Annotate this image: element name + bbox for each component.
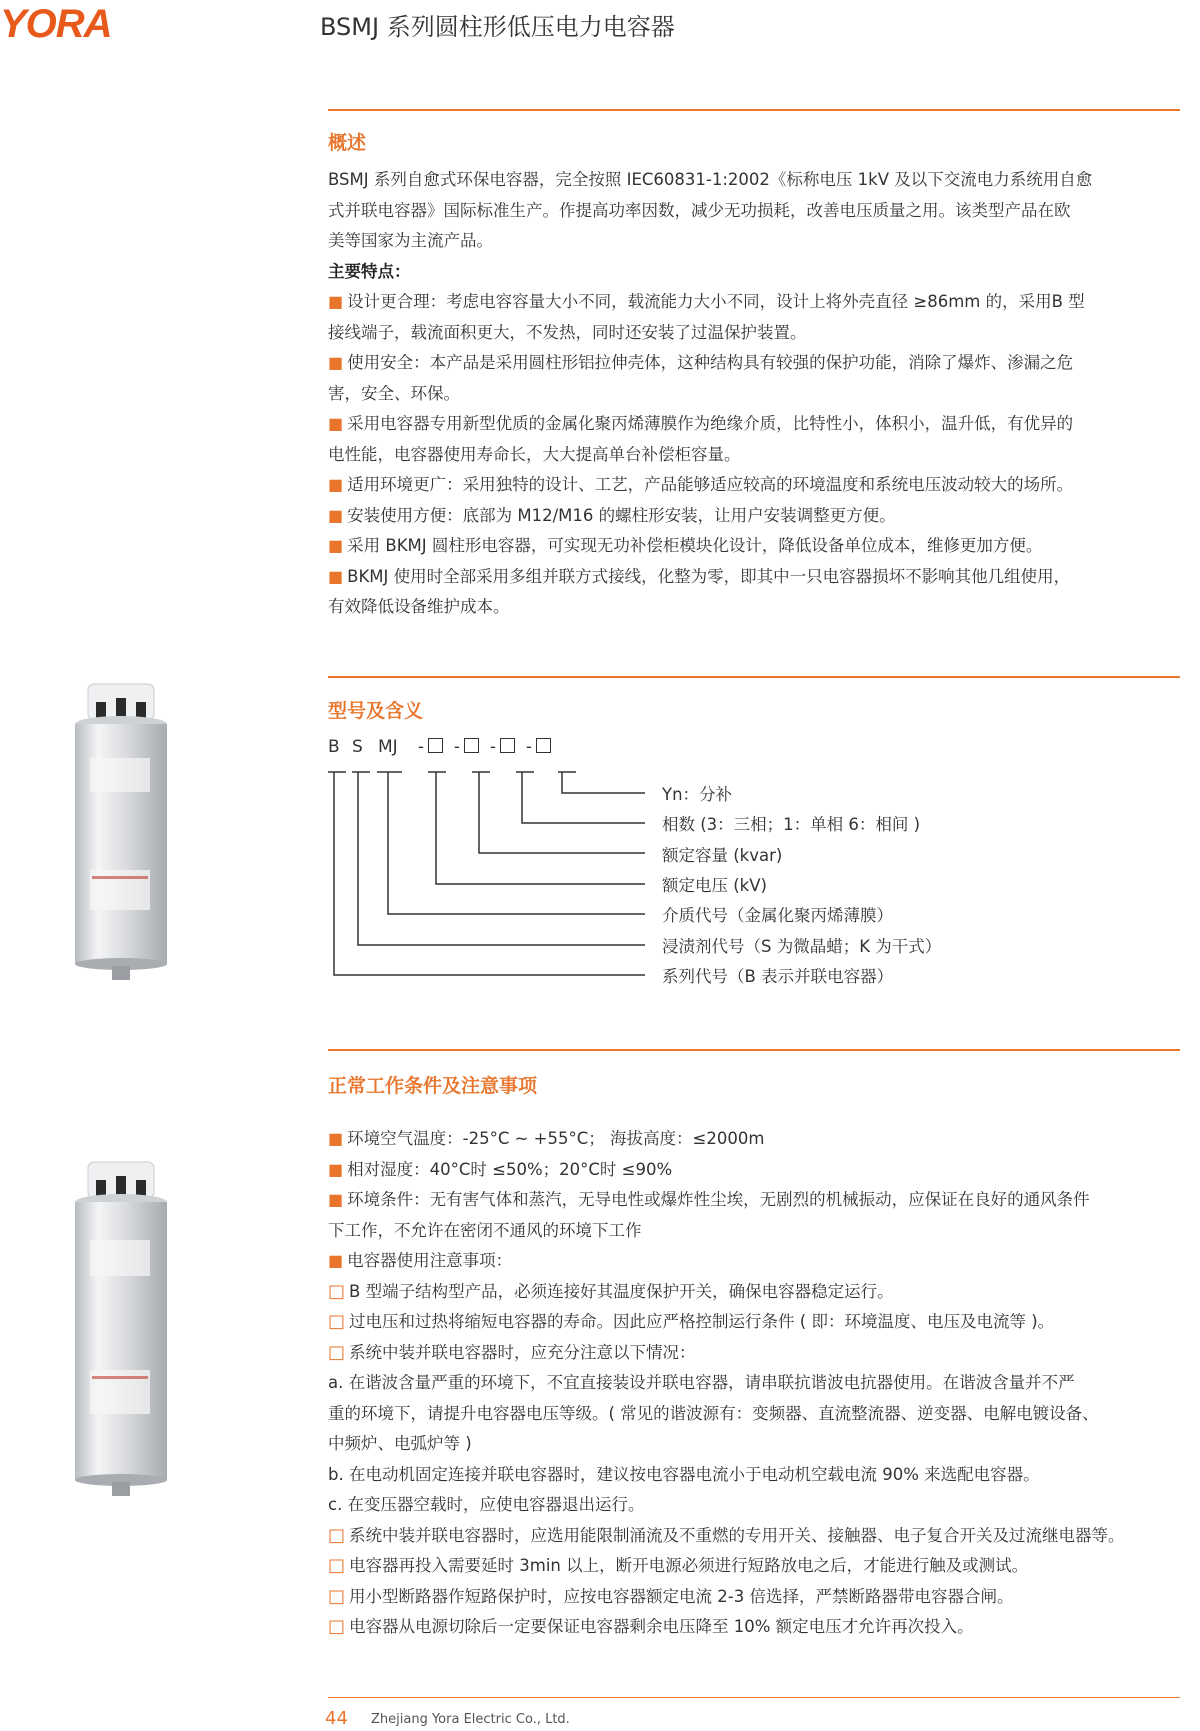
- intro-line: 美等国家为主流产品。: [328, 231, 493, 250]
- section-divider: [328, 109, 1180, 111]
- conditions-body: [328, 1124, 1178, 1643]
- condition-line: [328, 1185, 1178, 1216]
- condition-line: [328, 1521, 1178, 1552]
- brand-logo: YORA: [0, 2, 112, 46]
- checkbox-bullet-icon: □: [328, 1555, 346, 1576]
- square-bullet-icon: ■: [328, 1190, 344, 1209]
- checkbox-bullet-icon: □: [328, 1524, 346, 1546]
- page-number: 44: [325, 1708, 348, 1729]
- condition-line: [328, 1307, 1178, 1338]
- legend-voltage: 额定电压 (kV): [662, 876, 767, 895]
- feature-text: BKMJ 使用时全部采用多组并联方式接线，化整为零，即其中一只电容器损坏不影响其他几组使用，: [347, 566, 1071, 586]
- feature-text: 使用安全：本产品是采用圆柱形铝拉伸壳体，这种结构具有较强的保护功能，消除了爆炸、渗漏之危: [347, 353, 1074, 372]
- square-bullet-icon: ■: [328, 353, 344, 372]
- legend-series: 系列代号（B 表示并联电容器）: [662, 967, 894, 986]
- feature-text: 采用电容器专用新型优质的金属化聚丙烯薄膜作为绝缘介质，比特性小，体积小，温升低，有优异的: [347, 414, 1074, 433]
- condition-line: [328, 1612, 1178, 1643]
- code-letter: S: [352, 737, 363, 757]
- section-divider: [328, 1049, 1180, 1051]
- code-dash: -: [417, 737, 425, 757]
- condition-line: [328, 1490, 1178, 1521]
- feature-text: 设计更合理：考虑电容容量大小不同，载流能力大小不同，设计上将外壳直径 ≥86mm 的，采用B 型: [347, 292, 1085, 311]
- square-bullet-icon: ■: [328, 475, 344, 494]
- condition-text: 中频炉、电弧炉等 ): [328, 1434, 472, 1453]
- square-bullet-icon: ■: [328, 536, 344, 555]
- features-heading: 主要特点：: [328, 261, 411, 281]
- condition-line: [328, 1582, 1178, 1613]
- square-bullet-icon: ■: [328, 566, 344, 586]
- intro-line: 式并联电容器》国际标准生产。作提高功率因数，减少无功损耗，改善电压质量之用。该类型产品在欧: [328, 200, 1071, 220]
- condition-text: 环境条件：无有害气体和蒸汽，无导电性或爆炸性尘埃，无剧烈的机械振动，应保证在良好的通风条件: [347, 1190, 1090, 1209]
- checkbox-bullet-icon: □: [328, 1311, 346, 1332]
- checkbox-bullet-icon: □: [328, 1616, 346, 1637]
- placeholder-box-icon: [500, 738, 515, 753]
- legend-phase: 相数 (3：三相；1：单相 6：相间 ): [662, 815, 921, 834]
- feature-text: 有效降低设备维护成本。: [328, 597, 510, 616]
- condition-text: 电容器使用注意事项：: [347, 1251, 513, 1270]
- model-heading: 型号及含义: [328, 700, 424, 722]
- condition-text: 电容器从电源切除后一定要保证电容器剩余电压降至 10% 额定电压才允许再次投入。: [349, 1617, 974, 1636]
- feature-text: 安装使用方便：底部为 M12/M16 的螺柱形安装，让用户安装调整更方便。: [347, 505, 896, 525]
- legend-capacity: 额定容量 (kvar): [662, 846, 783, 865]
- code-letter: MJ: [378, 737, 398, 757]
- condition-text: 电容器再投入需要延时 3min 以上，断开电源必须进行短路放电之后，才能进行触及或测试。: [349, 1556, 1029, 1575]
- feature-text: 适用环境更广：采用独特的设计、工艺，产品能够适应较高的环境温度和系统电压波动较大的场所。: [347, 475, 1074, 494]
- condition-text: 系统中装并联电容器时，应充分注意以下情况：: [349, 1342, 696, 1362]
- placeholder-box-icon: [428, 738, 443, 753]
- condition-text: 相对湿度：40°C时 ≤50%；20°C时 ≤90%: [347, 1159, 673, 1179]
- company-name: Zhejiang Yora Electric Co., Ltd.: [371, 1712, 570, 1727]
- page-title: BSMJ 系列圆柱形低压电力电容器: [320, 13, 675, 41]
- condition-line: [328, 1551, 1178, 1582]
- code-letter: B: [328, 737, 340, 757]
- condition-text: b. 在电动机固定连接并联电容器时，建议按电容器电流小于电动机空载电流 90% 来选配电容器。: [328, 1464, 1040, 1484]
- condition-text: a. 在谐波含量严重的环境下，不宜直接装设并联电容器，请串联抗谐波电抗器使用。在谐波含量并不严: [328, 1373, 1075, 1392]
- condition-text: 系统中装并联电容器时，应选用能限制涌流及不重燃的专用开关、接触器、电子复合开关及过流继电器等。: [349, 1525, 1125, 1545]
- condition-line: [328, 1338, 1178, 1369]
- capacitor-product-image: [60, 1158, 190, 1508]
- checkbox-bullet-icon: □: [328, 1280, 346, 1302]
- model-code: [328, 737, 556, 757]
- feature-text: 接线端子，载流面积更大，不发热，同时还安装了过温保护装置。: [328, 322, 807, 342]
- condition-text: 用小型断路器作短路保护时，应按电容器额定电流 2-3 倍选择，严禁断路器带电容器合闸。: [349, 1586, 1014, 1606]
- condition-text: c. 在变压器空载时，应使电容器退出运行。: [328, 1495, 645, 1514]
- condition-text: 重的环境下，请提升电容器电压等级。( 常见的谐波源有：变频器、直流整流器、逆变器、电解电镀设备、: [328, 1403, 1099, 1423]
- condition-text: 过电压和过热将缩短电容器的寿命。因此应严格控制运行条件 ( 即：环境温度、电压及电流等 )。: [349, 1312, 1055, 1331]
- square-bullet-icon: ■: [328, 414, 344, 433]
- legend-impregnant: 浸渍剂代号（S 为微晶蜡；K 为干式）: [662, 937, 942, 956]
- capacitor-product-image: [60, 680, 190, 990]
- section-divider: [328, 676, 1180, 678]
- feature-text: 害，安全、环保。: [328, 383, 460, 403]
- code-dash: -: [525, 737, 533, 757]
- placeholder-box-icon: [464, 738, 479, 753]
- footer-divider: [328, 1697, 1180, 1698]
- condition-line: [328, 1124, 1178, 1155]
- condition-text: B 型端子结构型产品，必须连接好其温度保护开关，确保电容器稳定运行。: [349, 1281, 894, 1301]
- condition-line: [328, 1155, 1178, 1186]
- placeholder-box-icon: [536, 738, 551, 753]
- condition-line: [328, 1216, 1178, 1247]
- square-bullet-icon: ■: [328, 292, 344, 311]
- overview-body: [328, 165, 1178, 623]
- condition-line: [328, 1399, 1178, 1430]
- square-bullet-icon: ■: [328, 1159, 344, 1179]
- condition-text: 下工作，不允许在密闭不通风的环境下工作: [328, 1220, 642, 1240]
- square-bullet-icon: ■: [328, 1251, 344, 1270]
- condition-line: [328, 1460, 1178, 1491]
- condition-line: [328, 1429, 1178, 1460]
- square-bullet-icon: ■: [328, 505, 344, 525]
- feature-text: 采用 BKMJ 圆柱形电容器，可实现无功补偿柜模块化设计，降低设备单位成本，维修更加方便。: [347, 536, 1043, 555]
- condition-line: [328, 1368, 1178, 1399]
- condition-text: 环境空气温度：-25°C ~ +55°C； 海拔高度：≤2000m: [347, 1129, 765, 1148]
- intro-line: BSMJ 系列自愈式环保电容器，完全按照 IEC60831-1:2002《标称电压 1kV 及以下交流电力系统用自愈: [328, 170, 1093, 189]
- condition-line: [328, 1246, 1178, 1277]
- feature-text: 电性能，电容器使用寿命长，大大提高单台补偿柜容量。: [328, 444, 741, 464]
- conditions-heading: 正常工作条件及注意事项: [328, 1075, 538, 1097]
- overview-heading: 概述: [328, 132, 367, 154]
- legend-dielectric: 介质代号（金属化聚丙烯薄膜）: [662, 906, 893, 925]
- code-dash: -: [453, 737, 461, 757]
- checkbox-bullet-icon: □: [328, 1341, 346, 1363]
- legend-yn: Yn：分补: [662, 785, 733, 804]
- square-bullet-icon: ■: [328, 1129, 344, 1148]
- checkbox-bullet-icon: □: [328, 1585, 346, 1607]
- code-dash: -: [489, 737, 497, 757]
- condition-line: [328, 1277, 1178, 1308]
